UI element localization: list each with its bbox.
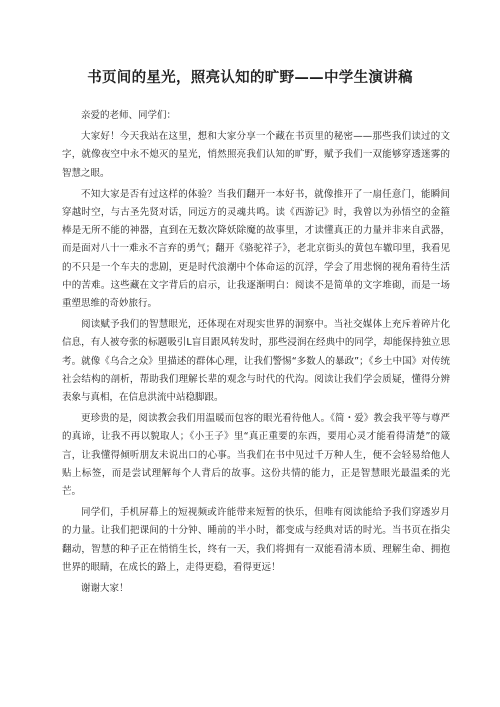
paragraph-3: 阅读赋予我们的智慧眼光，还体现在对现实世界的洞察中。当社交媒体上充斥着碎片化信息，有人被夸张的标题吸引L盲目跟风转发时，那些浸润在经典中的同学，却能保持独立思考。就像《乌合之众》里描述的群体心理，让我们警惕“多数人的暴政”；《乡土中国》对传统社会结构的剖析，帮助我们理解长辈的观念与时代的代沟。阅读让我们学会质疑，懂得分辨表象与真相，在信息洪流中站稳脚跟。 [62, 319, 450, 404]
paragraph-4: 更珍贵的是，阅读教会我们用温暖而包容的眼光看待他人。《简・爱》教会我平等与尊严的真谛，让我不再以貌取人；《小王子》里“真正重要的东西，要用心灵才能看得清楚”的箴言，让我懂得倾听朋友未说出口的心事。当我们在书中见过千万种人生，便不会轻易给他人贴上标签，而是尝试理解每个人背后的故事。这份共情的能力，正是智慧眼光最温柔的光芒。 [62, 413, 450, 498]
closing: 谢谢大家！ [81, 583, 129, 595]
paragraph-1: 大家好！今天我站在这里，想和大家分享一个藏在书页里的秘密——那些我们读过的文字，就像夜空中永不熄灭的星光，悄然照亮我们认知的旷野，赋予我们一双能够穿透迷雾的智慧之眼。 [62, 131, 450, 179]
paragraph-2: 不知大家是否有过这样的体验？当我们翻开一本好书，就像推开了一扇任意门，能瞬间穿越时空，与古圣先贤对话，同远方的灵魂共鸣。读《西游记》时，我曾以为孙悟空的金箍棒是无所不能的神器，直到在无数次降妖除魔的故事里，才读懂真正的力量并非来自武器，而是面对八十一难永不言弃的勇气；翻开《骆驼祥子》，老北京街头的黄包车辙印里，我看见的不只是一个车夫的悲剧，更是时代浪潮中个体命运的沉浮，学会了用悲悯的视角看待生活中的苦难。这些藏在文字背后的启示，让我逐渐明白：阅读不是简单的文字堆砌，而是一场重塑思维的奇妙旅行。 [62, 188, 450, 310]
paragraph-5: 同学们，手机屏幕上的短视频或许能带来短暂的快乐，但唯有阅读能给予我们穿透岁月的力量。让我们把课间的十分钟、睡前的半小时，都变成与经典对话的时光。当书页在指尖翻动，智慧的种子正在悄悄生长，终有一天，我们将拥有一双能看清本质、理解生命、拥抱世界的眼睛，在成长的路上，走得更稳，看得更远！ [62, 507, 450, 573]
speech-body [62, 107, 450, 601]
page-title: 书页间的星光，照亮认知的旷野——中学生演讲稿 [87, 70, 413, 86]
salutation: 亲爱的老师、同学们： [81, 110, 177, 121]
